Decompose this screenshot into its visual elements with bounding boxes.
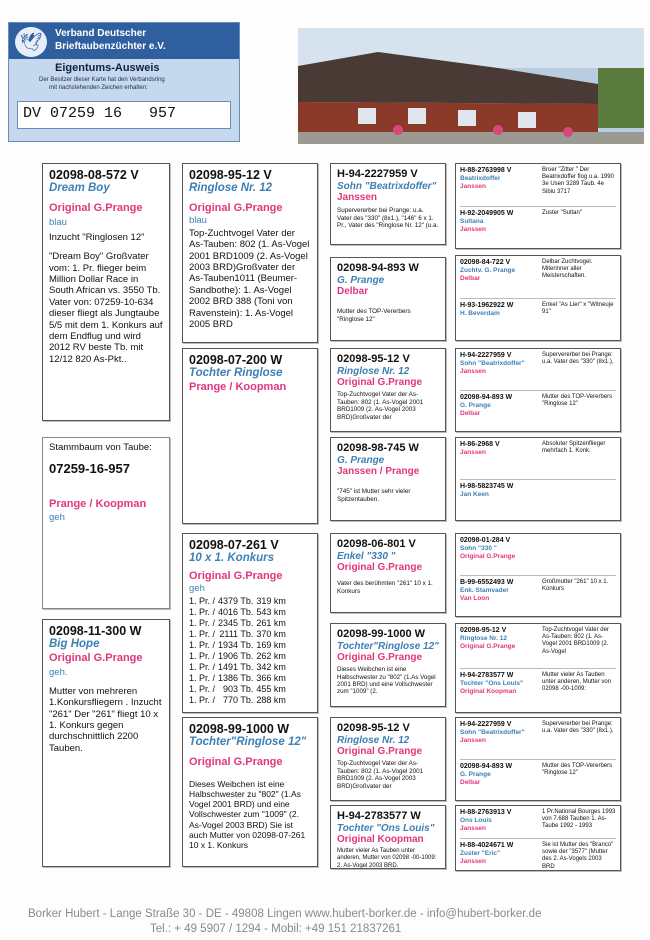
gg-entry [460, 721, 616, 759]
gg-breed: Original Koopman [460, 687, 517, 695]
result-row [189, 640, 289, 651]
gg-ring: H-94-2783577 W [460, 672, 514, 679]
pigeon-color: blau [49, 216, 67, 228]
gg-ring: 02098-95-12 V [460, 627, 507, 634]
gg-ring: H-94-2227959 V [460, 721, 512, 728]
mother-dam-breed: Original G.Prange [189, 755, 283, 768]
mother-name: Big Hope [49, 638, 100, 651]
gg-desc: Mutter des TOP-Vererbers "Ringlose 12" [542, 763, 613, 777]
g4-ring: 02098-98-745 W [337, 442, 419, 454]
result-place: 1. Pr. / [189, 595, 216, 606]
pigeon-ring: 02098-08-572 V [49, 168, 139, 182]
gg-entry-ids [460, 763, 538, 797]
dove-logo-icon: 🕊 [15, 27, 47, 57]
gg-entry [460, 441, 616, 479]
gg-ring: 02098-94-893 W [460, 763, 513, 770]
g4-name: G. Prange [337, 454, 385, 466]
gg-entry [460, 668, 616, 709]
gg-name: Sohn "Beatrixdoffer" [460, 729, 525, 737]
result-place: 1. Pr. / [189, 628, 216, 639]
result-birds: 4379 Tb. [218, 595, 254, 606]
gg-box [455, 533, 621, 617]
result-place: 1. Pr. / [189, 639, 216, 650]
gg-entry [460, 838, 616, 870]
result-row [189, 596, 289, 607]
gg-entry-ids [460, 672, 538, 709]
gg-entry [460, 479, 616, 517]
gg-desc: Broer "Zitter " Der Beatrixdoffer flog u.a. 1990 3e Usen 3289 Taub. 4e Sibiu 3717 [542, 167, 614, 195]
gg-entry-ids [460, 809, 538, 838]
gg-name: G. Prange [460, 402, 491, 410]
gg-desc [542, 537, 616, 575]
gg-ring: B-99-6552493 W [460, 579, 514, 586]
mother-dam-desc: Dieses Weibchen ist eine Halbschwester zu "802" (1.As Vogel 2001 BRD) und eine Vollschwester zum "1009" (2. As-Vogel 2003 BRD) Sie ist auch Mutter von 02098-07-261 10 x 1. Konkurs [189, 778, 306, 850]
footer-line2: Tel.: + 49 5907 / 1294 - Mobil: +49 151 21837261 [150, 923, 402, 935]
gg-breed: Van Loon [460, 594, 490, 602]
gg-name: Sultana [460, 218, 484, 226]
gg-entry [460, 206, 616, 245]
result-row [189, 673, 289, 684]
gg-box [455, 805, 621, 871]
g7-card [330, 717, 446, 801]
father-dam-name: Tochter Ringlose [189, 367, 283, 380]
gg-ring: H-98-5823745 W [460, 483, 514, 490]
mother-sire-card [182, 533, 318, 713]
g8-desc: Mutter vieler As Tauben unter anderen, Mutter von 02098 -00-1009: 2. As-Vogel 2003 BRD. [337, 848, 437, 869]
gg-desc: Mutter vieler As Tauben unter anderen, Mutter von 02098 -00-1009: [542, 672, 612, 693]
pigeon-desc: "Dream Boy" Großvater vom: 1. Pr. flieger beim Million Dollar Race in South African vs. 3550 Tb. Vater von: 07259-10-634 dieser fliegt als Jungtaube 5/5 mit dem 1. Konkurs auf dem Endflug und wird 2012 RV beste Tb. mit 12/12 820 As-Pkt.. [49, 251, 163, 365]
g2-desc: Mutter des TOP-Vererbers "Ringlose 12" [337, 308, 411, 323]
gg-name: Ringlose Nr. 12 [460, 635, 507, 643]
gg-breed: Original G.Prange [460, 552, 516, 560]
result-distance: 169 km [256, 639, 286, 650]
result-place: 1. Pr. / [189, 617, 216, 628]
gg-name: Zuchtv. G. Prange [460, 267, 516, 275]
father-sire-ring: 02098-95-12 V [189, 168, 272, 182]
result-birds: 770 Tb. [223, 694, 254, 705]
gg-ring: 02098-84-722 V [460, 259, 511, 266]
gg-name: H. Beverdam [460, 310, 500, 318]
gg-entry [460, 575, 616, 613]
result-distance: 261 km [256, 617, 286, 628]
g3-breed: Original G.Prange [337, 377, 423, 389]
father-sire-breed: Original G.Prange [189, 201, 283, 214]
gg-breed: Janssen [460, 367, 487, 375]
mother-sire-breed: Original G.Prange [189, 569, 283, 582]
result-birds: 1906 Tb. [218, 650, 254, 661]
gg-entry [460, 759, 616, 797]
pigeon-breed: Original G.Prange [49, 201, 143, 214]
result-distance: 342 km [256, 661, 286, 672]
g7-desc: Top-Zuchtvogel Vater der As-Tauben: 802 (1. As-Vogel 2001 BRD1009 (2. As-Vogel 2003 BRD)Großvater der [337, 760, 424, 790]
g7-ring: 02098-95-12 V [337, 722, 410, 734]
ownership-card [8, 22, 240, 142]
g6-breed: Original G.Prange [337, 652, 423, 664]
mother-dam-name: Tochter"Ringlose 12" [189, 736, 307, 749]
result-birds: 1934 Tb. [218, 639, 254, 650]
mother-sire-ring: 02098-07-261 V [189, 538, 279, 552]
ownership-sub2: mit nachstehenden Zeichen erhalten: [49, 85, 148, 91]
g4-card [330, 437, 446, 521]
stammbaum-label: Stammbaum von Taube: [49, 442, 152, 453]
gg-entry-ids [460, 579, 538, 613]
g2-name: G. Prange [337, 274, 385, 286]
result-place: 1. Pr. / [189, 650, 216, 661]
gg-desc: 1 Pr.National Bourges 1993 von 7.688 Tauben 1. As-Taube 1992 - 1993 [542, 809, 616, 830]
gg-ring: H-93-1962922 W [460, 302, 514, 309]
gg-breed: Original G.Prange [460, 642, 516, 650]
gg-entry [460, 627, 616, 668]
pigeon-card [42, 163, 170, 421]
father-dam-breed: Prange / Koopman [189, 380, 287, 393]
g6-name: Tochter"Ringlose 12" [337, 640, 439, 652]
father-sire-card [182, 163, 318, 343]
father-dam-card [182, 348, 318, 524]
stammbaum-ring: 07259-16-957 [49, 461, 130, 477]
mother-card [42, 619, 170, 867]
g6-ring: 02098-99-1000 W [337, 628, 426, 640]
gg-name: Sohn "Beatrixdoffer" [460, 360, 525, 368]
gg-entry [460, 809, 616, 838]
gg-name: Enk. Stamvader [460, 587, 509, 595]
gg-entry-ids [460, 302, 538, 337]
g8-ring: H-94-2783577 W [337, 810, 421, 822]
g5-ring: 02098-06-801 V [337, 538, 416, 550]
result-place: 1. Pr. / [189, 683, 216, 694]
gg-breed: Delbar [460, 409, 481, 417]
result-birds: 4016 Tb. [218, 606, 254, 617]
result-place: 1. Pr. / [189, 694, 216, 705]
result-place: 1. Pr. / [189, 672, 216, 683]
g6-card [330, 623, 446, 707]
gg-name: Ons Louis [460, 817, 492, 825]
result-birds: 903 Tb. [223, 683, 254, 694]
result-distance: 262 km [256, 650, 286, 661]
gg-ring: 02098-01-284 V [460, 537, 511, 544]
gg-entry-ids [460, 352, 538, 390]
g6-desc: Dieses Weibchen ist eine Halbschwester zu "802" (1.As Vogel 2001 BRD) und eine Vollschwester zum "1009" (2. [337, 666, 436, 696]
gg-entry-ids [460, 394, 538, 428]
results-table [189, 596, 289, 706]
g3-ring: 02098-95-12 V [337, 353, 410, 365]
result-distance: 366 km [256, 672, 286, 683]
stammbaum-card [42, 437, 170, 609]
result-place: 1. Pr. / [189, 606, 216, 617]
gg-desc: Großmutter "261" 10 x 1. Konkurs [542, 579, 609, 593]
org-line2: Brieftaubenzüchter e.V. [55, 41, 166, 52]
gg-box [455, 255, 621, 341]
g7-breed: Original G.Prange [337, 746, 423, 758]
g2-breed: Delbar [337, 286, 369, 298]
gg-name: G. Prange [460, 771, 491, 779]
gg-box [455, 623, 621, 713]
result-birds: 1386 Tb. [218, 672, 254, 683]
g5-card [330, 533, 446, 613]
gg-desc: Zuster "Sultan" [542, 210, 582, 216]
gg-breed: Janssen [460, 182, 487, 190]
g8-card [330, 805, 446, 869]
mother-sire-name: 10 x 1. Konkurs [189, 552, 275, 565]
gg-box [455, 717, 621, 801]
mother-dam-card [182, 717, 318, 867]
gg-box [455, 437, 621, 521]
gg-entry-ids [460, 259, 538, 298]
pigeon-name: Dream Boy [49, 182, 110, 195]
stammbaum-breed: Prange / Koopman [49, 498, 147, 511]
mother-sire-color: geh [189, 582, 205, 594]
g5-name: Enkel "330 " [337, 550, 396, 562]
gg-ring: H-88-2763913 V [460, 809, 512, 816]
father-sire-name: Ringlose Nr. 12 [189, 182, 273, 195]
result-row [189, 684, 289, 695]
gg-entry [460, 259, 616, 298]
gg-breed: Janssen [460, 824, 487, 832]
g2-card [330, 257, 446, 341]
gg-entry-ids [460, 537, 538, 575]
g8-breed: Original Koopman [337, 834, 424, 846]
gg-breed: Janssen [460, 857, 487, 865]
result-row [189, 662, 289, 673]
gg-entry [460, 167, 616, 206]
gg-breed: Janssen [460, 449, 487, 457]
father-dam-ring: 02098-07-200 W [189, 353, 283, 367]
gg-ring: H-92-2049905 W [460, 210, 514, 217]
result-birds: 2345 Tb. [218, 617, 254, 628]
mother-desc: Mutter von mehreren 1.Konkursfliegern . Inzucht "261" Der "261" fliegt 10 x 1. Konkurs gegen durchschnittlich 2200 Tauben. [49, 685, 162, 754]
ownership-ring: DV 07259 16 957 [23, 105, 177, 122]
g4-breed: Janssen / Prange [337, 466, 420, 478]
gg-entry-ids [460, 441, 538, 479]
gg-name: Zuster "Eric" [460, 850, 501, 858]
gg-name: Beatrixdoffer [460, 175, 501, 183]
gg-ring: 02098-94-893 W [460, 394, 513, 401]
gg-entry-ids [460, 627, 538, 668]
gg-box [455, 163, 621, 249]
gg-desc: Enkel "As Lier" x "Witneuje 91" [542, 302, 614, 316]
g1-breed: Janssen [337, 192, 378, 204]
gg-name: Jan Keen [460, 491, 489, 499]
result-row [189, 651, 289, 662]
mother-color: geh. [49, 666, 68, 678]
g5-breed: Original G.Prange [337, 562, 423, 574]
gg-entry-ids [460, 210, 538, 245]
father-sire-color: blau [189, 214, 207, 226]
pigeon-inzucht: Inzucht "Ringlosen 12" [49, 231, 145, 243]
gg-entry [460, 537, 616, 575]
gg-breed: Delbar [460, 778, 481, 786]
loft-photo [298, 28, 644, 144]
gg-ring: H-88-2763998 V [460, 167, 512, 174]
gg-desc [542, 483, 616, 517]
result-distance: 455 km [256, 683, 286, 694]
g1-ring: H-94-2227959 V [337, 168, 418, 180]
gg-name: Sohn "330 " [460, 545, 497, 553]
gg-desc: Mutter des TOP-Vererbers "Ringlose 12" [542, 394, 613, 408]
result-distance: 319 km [256, 595, 286, 606]
gg-name: Tochter "Ons Louis" [460, 680, 524, 688]
g3-name: Ringlose Nr. 12 [337, 365, 410, 377]
result-row [189, 695, 289, 706]
gg-breed: Janssen [460, 225, 487, 233]
gg-desc: Sie ist Mutter des "Branco" sowie der "3577" (Mutter des 2. As-Vogels 2003 BRD [542, 842, 614, 870]
gg-desc: Delbar Zuchtvogel. Miterinner aller Meisterschaften. [542, 259, 593, 280]
mother-breed: Original G.Prange [49, 651, 143, 664]
result-row [189, 618, 289, 629]
ownership-title: Eigentums-Ausweis [55, 62, 160, 74]
gg-desc: Supervererber bei Prange: u.a. Vater des "330" (8x1.), [542, 721, 614, 735]
gg-ring: H-86-2968 V [460, 441, 500, 448]
gg-desc: Top-Zuchtvogel Vater der As-Tauben: 802 (1. As-Vogel 2001 BRD1009 (2. As-Vogel [542, 627, 609, 655]
gg-entry [460, 298, 616, 337]
stammbaum-color: geh [49, 511, 65, 523]
gg-breed: Delbar [460, 274, 481, 282]
result-place: 1. Pr. / [189, 661, 216, 672]
father-sire-desc: Top-Zuchtvogel Vater der As-Tauben: 802 (1. As-Vogel 2001 BRD1009 (2. As-Vogel 2003 BRD)Großvater der As-Tauben1011 (Beumer-Sandbothe): 1. As-Vogel 2002 BRD 388 (Toni von Ravenstein): 1. As-Vogel 2005 BRD [189, 227, 310, 330]
gg-entry [460, 390, 616, 428]
gg-ring: H-88-4024671 W [460, 842, 514, 849]
g2-ring: 02098-94-893 W [337, 262, 419, 274]
gg-entry [460, 352, 616, 390]
g4-desc: "745" ist Mutter sehr vieler Spitzentauben. [337, 488, 411, 503]
g7-name: Ringlose Nr. 12 [337, 734, 410, 746]
result-birds: 1491 Tb. [218, 661, 254, 672]
result-birds: 2111 Tb. [219, 628, 254, 639]
result-distance: 370 km [256, 628, 286, 639]
ownership-sub1: Der Besitzer dieser Karte hat den Verbandsring [39, 77, 165, 83]
g3-desc: Top-Zuchtvogel Vater der As-Tauben: 802 (1. As-Vogel 2001 BRD1009 (2. As-Vogel 2003 BRD)Großvater der [337, 391, 424, 421]
gg-entry-ids [460, 721, 538, 759]
result-distance: 543 km [256, 606, 286, 617]
gg-box [455, 348, 621, 432]
result-distance: 288 km [256, 694, 286, 705]
result-row [189, 607, 289, 618]
g5-desc: Vater des berühmten "261" 10 x 1. Konkurs [337, 580, 433, 595]
footer-line1: Borker Hubert - Lange Straße 30 - DE - 49808 Lingen www.hubert-borker.de - info@hubert-borker.de [28, 908, 542, 920]
g1-name: Sohn "Beatrixdoffer" [337, 180, 437, 192]
g1-card [330, 163, 446, 245]
gg-entry-ids [460, 167, 538, 206]
gg-ring: H-94-2227959 V [460, 352, 512, 359]
org-line1: Verband Deutscher [55, 28, 147, 39]
mother-ring: 02098-11-300 W [49, 624, 142, 638]
result-row [189, 629, 289, 640]
gg-entry-ids [460, 842, 538, 867]
gg-breed: Janssen [460, 736, 487, 744]
gg-desc: Absoluter Spitzenflieger mehrfach 1. Konk. [542, 441, 606, 455]
gg-entry-ids [460, 483, 538, 517]
gg-desc: Supervererber bei Prange: u.a. Vater des "330" (8x1.), [542, 352, 614, 366]
g8-name: Tochter "Ons Louis" [337, 822, 435, 834]
g3-card [330, 348, 446, 432]
mother-dam-ring: 02098-99-1000 W [189, 722, 290, 736]
g1-desc: Supervererber bei Prange: u.a. Vater des "330" (8x1.), "146" 6 x 1. Pr., Vater des "Ringlose Nr. 12" (u.a. [337, 207, 439, 230]
